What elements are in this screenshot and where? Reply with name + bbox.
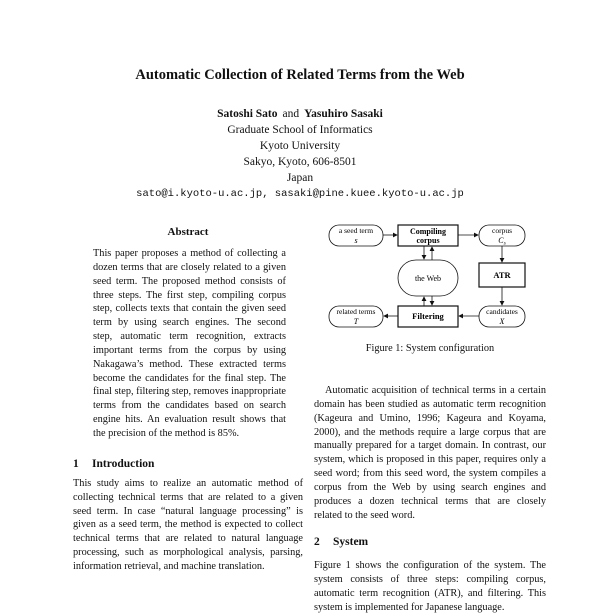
section-heading-system xyxy=(314,536,546,548)
author-block xyxy=(0,106,600,202)
right-column xyxy=(314,222,546,615)
related-terms-label: related terms xyxy=(336,307,376,316)
atr-label: ATR xyxy=(493,270,511,280)
author-emails: sato@i.kyoto-u.ac.jp, sasaki@pine.kuee.kyoto-u.ac.jp xyxy=(136,188,464,200)
corpus-label: corpus xyxy=(492,226,512,235)
candidates-var: X xyxy=(499,317,505,326)
author-second: Yasuhiro Sasaki xyxy=(304,108,383,120)
abstract-text: This paper proposes a method of collecting a dozen terms that are closely related to a given seed term. The proposed method consists of three steps. The first step, compiling corpus step, collects texts that contain the given seed term by using search engines. The second step, automatic term recognition, extracts important terms from the corpus by using Nakagawa’s method. These extracted terms become the candidates for the final step. The final step, filtering step, removes inappropriate terms from the candidates based on search engine hits. An evaluation result shows that the precision of the method is 85%. xyxy=(93,248,287,439)
section-heading-introduction xyxy=(73,458,303,470)
compiling-corpus-line1: Compiling xyxy=(409,227,447,236)
filtering-label: Filtering xyxy=(412,311,444,321)
compiling-corpus-line2: corpus xyxy=(416,236,440,245)
section-number: 2 xyxy=(314,536,320,549)
introduction-text: This study aims to realize an automatic method of collecting technical terms that are related to a given seed term. In case “natural language processing” is given as a seed term, the method is expected to collect technical terms that are related to natural language processing, such as morphological analysis, parsing, information retrieval, and machine translation. xyxy=(73,477,303,572)
figure-caption: Figure 1: System configuration xyxy=(365,343,495,354)
affiliation-address: Sakyo, Kyoto, 606-8501 xyxy=(243,156,357,168)
corpus-var: Cs xyxy=(498,236,506,247)
figure-system-configuration xyxy=(314,222,546,354)
affiliation-school: Graduate School of Informatics xyxy=(227,124,373,136)
seed-term-var: s xyxy=(354,236,358,245)
abstract-heading: Abstract xyxy=(167,226,209,238)
section-title: Introduction xyxy=(92,457,155,470)
seed-term-label: a seed term xyxy=(338,226,374,235)
author-line xyxy=(0,106,600,122)
web-label: the Web xyxy=(414,274,442,283)
right-intro-paragraph: Automatic acquisition of technical terms in a certain domain has been studied as automatic term recognition (Kageura and Umino, 1996; Kageura and Koyama, 2000), and the methods require a large corpus that are manually prepared for a target domain. In contrast, our system, which is proposed in this paper, requires only a seed word; from this seed word, the system compiles a corpus from the Web by using search engines and produces a dozen technical terms that are closely related to the seed word. xyxy=(314,385,546,521)
left-column xyxy=(73,226,303,574)
author-first: Satoshi Sato xyxy=(217,108,278,120)
section-number: 1 xyxy=(73,457,79,470)
section-title: System xyxy=(333,536,369,549)
related-terms-var: T xyxy=(353,317,359,326)
system-text: Figure 1 shows the configuration of the system. The system consists of three steps: compiling corpus, automatic term recognition (ATR), and filtering. This system is implemented for Japanese language. xyxy=(314,560,546,613)
system-diagram xyxy=(314,222,546,334)
affiliation-university: Kyoto University xyxy=(259,140,341,152)
affiliation-country: Japan xyxy=(286,172,314,184)
candidates-label: candidates xyxy=(486,307,518,316)
paper-title: Automatic Collection of Related Terms from the Web xyxy=(135,67,465,83)
author-conjunction: and xyxy=(282,108,300,120)
